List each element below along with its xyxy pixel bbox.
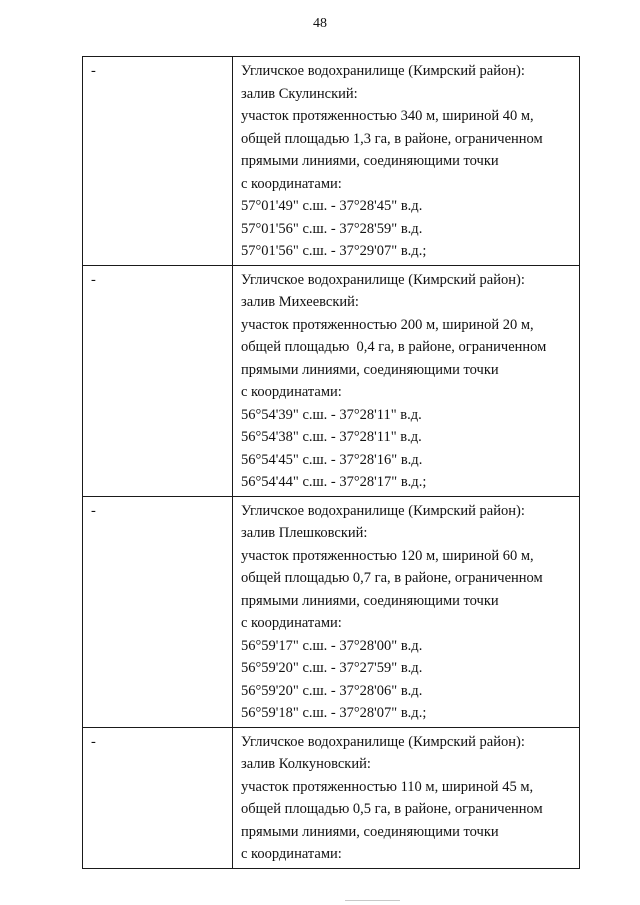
marker-cell	[83, 496, 233, 727]
row-marker: -	[91, 502, 96, 519]
marker-cell	[83, 727, 233, 868]
coordinate-point: 56°54'45" с.ш. - 37°28'16" в.д.	[241, 451, 423, 468]
bay-name: залив Колкуновский:	[241, 756, 371, 772]
coordinate-point: 56°54'44" с.ш. - 37°28'17" в.д.;	[241, 474, 427, 490]
coordinate-point: 56°59'20" с.ш. - 37°28'06" в.д.	[241, 682, 423, 699]
scan-mark	[345, 900, 400, 901]
reservoir-name: Угличское водохранилище (Кимрский район):	[241, 502, 525, 519]
bay-name: залив Плешковский:	[241, 525, 368, 541]
reservoir-name: Угличское водохранилище (Кимрский район):	[241, 271, 525, 288]
coordinate-point: 57°01'49" с.ш. - 37°28'45" в.д.	[241, 198, 423, 214]
coordinates-label: с координатами:	[241, 175, 342, 192]
table-row	[83, 57, 580, 266]
fishing-areas-table	[82, 56, 580, 869]
coordinate-point: 57°01'56" с.ш. - 37°28'59" в.д.	[241, 220, 423, 237]
coordinates-label: с координатами:	[241, 846, 342, 862]
area-description-line: участок протяженностью 200 м, шириной 20 м,	[241, 316, 534, 333]
coordinate-point: 56°54'38" с.ш. - 37°28'11" в.д.	[241, 429, 422, 445]
row-marker: -	[91, 63, 96, 79]
coordinate-point: 57°01'56" с.ш. - 37°29'07" в.д.;	[241, 243, 427, 259]
area-description-line: общей площадью 0,5 га, в районе, ограниченном	[241, 801, 543, 817]
content-cell	[233, 496, 580, 727]
page-number: 48	[313, 16, 327, 31]
area-description-line: участок протяженностью 120 м, шириной 60 м,	[241, 547, 534, 564]
row-marker: -	[91, 733, 96, 750]
area-description-line: прямыми линиями, соединяющими точки	[241, 592, 499, 609]
area-description-line: общей площадью 1,3 га, в районе, ограниченном	[241, 130, 543, 147]
coordinates-label: с координатами:	[241, 384, 342, 400]
row-marker: -	[91, 271, 96, 288]
area-description-line: прямыми линиями, соединяющими точки	[241, 361, 499, 378]
table-row	[83, 265, 580, 496]
coordinate-point: 56°59'17" с.ш. - 37°28'00" в.д.	[241, 637, 423, 654]
coordinate-point: 56°59'20" с.ш. - 37°27'59" в.д.	[241, 660, 423, 676]
marker-cell	[83, 265, 233, 496]
area-description-line: участок протяженностью 340 м, шириной 40 м,	[241, 108, 534, 124]
reservoir-name: Угличское водохранилище (Кимрский район):	[241, 63, 525, 79]
area-description-line: общей площадью 0,7 га, в районе, ограниченном	[241, 570, 543, 586]
area-description-line: прямыми линиями, соединяющими точки	[241, 153, 499, 169]
coordinate-point: 56°59'18" с.ш. - 37°28'07" в.д.;	[241, 705, 427, 721]
area-description-line: общей площадью 0,4 га, в районе, ограниченном	[241, 339, 547, 355]
bay-name: залив Михеевский:	[241, 294, 359, 310]
content-cell	[233, 265, 580, 496]
bay-name: залив Скулинский:	[241, 85, 358, 102]
table-row	[83, 727, 580, 868]
coordinates-label: с координатами:	[241, 615, 342, 631]
coordinate-point: 56°54'39" с.ш. - 37°28'11" в.д.	[241, 406, 422, 423]
area-description-line: участок протяженностью 110 м, шириной 45 м,	[241, 778, 534, 795]
content-cell	[233, 727, 580, 868]
area-description-line: прямыми линиями, соединяющими точки	[241, 823, 499, 840]
marker-cell	[83, 57, 233, 266]
content-cell	[233, 57, 580, 266]
table-row	[83, 496, 580, 727]
table-body	[83, 57, 580, 869]
reservoir-name: Угличское водохранилище (Кимрский район):	[241, 733, 525, 750]
